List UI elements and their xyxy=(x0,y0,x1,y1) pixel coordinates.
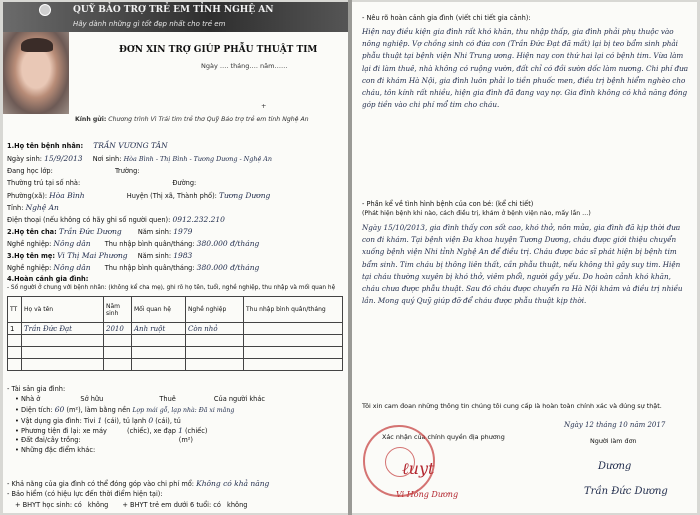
family-table-cell xyxy=(104,335,132,347)
col-birth: Năm sinh xyxy=(104,297,132,323)
family-table-row xyxy=(8,347,343,359)
family-table-cell xyxy=(132,347,186,359)
father-birth: 1979 xyxy=(173,227,193,236)
disease-label: - Phần kể về tình hình bệnh của con bé: (kể chi tiết) xyxy=(362,200,534,208)
family-table-cell xyxy=(132,359,186,371)
applicant-signature: Dương xyxy=(598,461,632,472)
form-date-line: Ngày …. tháng…. năm…… xyxy=(201,62,288,70)
plus-mark: + xyxy=(261,102,267,110)
patient-birthplace: Hòa Bình - Thị Bình - Tương Dương - Nghệ An xyxy=(123,155,272,163)
family-table-cell: Còn nhỏ xyxy=(186,323,244,335)
family-table-cell xyxy=(22,347,104,359)
sign-date: Ngày 12 tháng 10 năm 2017 xyxy=(564,421,666,429)
patient-name-row: 1.Họ tên bệnh nhân: TRẦN VƯƠNG TÂN xyxy=(7,141,168,150)
bike-count: 1 xyxy=(178,426,183,435)
family-table-cell xyxy=(244,359,343,371)
phone-row: Điện thoại (nếu không có hãy ghi số người quen): 0912.232.210 xyxy=(7,215,225,224)
org-slogan: Hãy dành những gì tốt đẹp nhất cho trẻ em xyxy=(73,20,226,28)
disease-history-text: Ngày 15/10/2013, gia đình thấy con sốt cao, khó thở, nôn mửa, gia đình đã kịp thời đưa con đi khám. Tại bệnh viện Đa khoa huyện Tương Dương, cháu được giới thiệu chuyển xuống bệnh viện Nhi tỉnh Nghệ An để điều trị. Cháu được bác sĩ phát hiện bị bệnh tim bẩm sinh. Tim cháu bị thông liên thất, cần phẫu thuật, nếu không thì gây suy tim. Hiện tại cháu thường xuyên bị khó thở, viêm phổi, người gầy yếu. Do hoàn cảnh khó khăn, cháu chưa được phẫu thuật. Sau đó cháu được chuyển ra Hà Nội khám và điều trị nhiều lần. Mong quý Quỹ giúp đỡ để cháu được phẫu thuật kịp thời. xyxy=(362,223,683,306)
family-table-cell xyxy=(244,323,343,335)
tv-count: 1 xyxy=(97,416,103,425)
father-job-row: Nghề nghiệp: Nông dân Thu nhập bình quân/tháng: 380.000 đ/tháng xyxy=(7,239,260,248)
family-table-cell xyxy=(132,335,186,347)
header-banner xyxy=(3,2,348,32)
recipient-text: Chương trình Vì Trái tim trẻ thơ Quỹ Bảo trợ trẻ em tỉnh Nghệ An xyxy=(108,116,309,123)
family-table-cell xyxy=(22,359,104,371)
family-table-cell: 2010 xyxy=(104,323,132,335)
family-table-cell: Trần Đức Đạt xyxy=(22,323,104,335)
family-table-row xyxy=(8,323,343,335)
col-income: Thu nhập bình quân/tháng xyxy=(244,297,343,323)
insurance-row: + BHYT học sinh: có không + BHYT trẻ em dưới 6 tuổi: có không xyxy=(15,501,248,509)
assets-label: - Tài sản gia đình: xyxy=(7,385,66,393)
col-tt: TT xyxy=(8,297,22,323)
local-authority-label: Xác nhận của chính quyền địa phương xyxy=(382,433,505,441)
patient-name: TRẦN VƯƠNG TÂN xyxy=(93,141,168,150)
family-table-header xyxy=(8,297,343,323)
family-table-cell xyxy=(186,359,244,371)
family-table-cell: Anh ruột xyxy=(132,323,186,335)
father-name: Trần Đức Dương xyxy=(58,227,122,236)
district: Tương Dương xyxy=(218,191,271,200)
mother-row: 3.Họ tên mẹ: Vi Thị Mai Phương Năm sinh: 1983 xyxy=(7,251,193,260)
ward: Hòa Bình xyxy=(49,191,85,200)
land-row: • Đất đai/cây trồng: (m²) xyxy=(15,436,194,444)
area: 60 xyxy=(54,405,65,414)
province: Nghệ An xyxy=(25,203,59,212)
family-table-cell xyxy=(8,359,22,371)
patient-dob-row: Ngày sinh: 15/9/2013 Nơi sinh: Hòa Bình - Thị Bình - Tương Dương - Nghệ An xyxy=(7,154,272,163)
house-material: Lợp mái gỗ, lạp nhà: Đã xi măng xyxy=(132,407,235,414)
family-table-cell xyxy=(22,335,104,347)
area-row: • Diện tích: 60 (m²), làm bằng nền Lợp mái gỗ, lạp nhà: Đã xi măng xyxy=(15,405,235,414)
col-job: Nghề nghiệp xyxy=(186,297,244,323)
mother-name: Vi Thị Mai Phương xyxy=(57,251,128,260)
father-income: 380.000 đ/tháng xyxy=(196,239,260,248)
phone: 0912.232.210 xyxy=(172,215,225,224)
applicant-label: Người làm đơn xyxy=(590,437,637,445)
mother-job-row: Nghề nghiệp: Nông dân Thu nhập bình quân/tháng: 380.000 đ/tháng xyxy=(7,263,260,272)
official-red-seal xyxy=(363,425,435,497)
father-job: Nông dân xyxy=(53,239,91,248)
appliances-row: • Vật dụng gia đình: Tivi 1 (cái), tủ lạnh 0 (cái), tủ xyxy=(15,416,181,425)
family-table-cell xyxy=(244,347,343,359)
house-row: • Nhà ở Sở hữu Thuê Của người khác xyxy=(15,395,266,403)
vehicle-row: • Phương tiện đi lại: xe máy (chiếc), xe đạp 1 (chiếc) xyxy=(15,426,208,435)
family-table-row xyxy=(8,359,343,371)
org-name: QUỸ BẢO TRỢ TRẺ EM TỈNH NGHỆ AN xyxy=(73,5,274,15)
local-signer-name: Vi Hồng Dương xyxy=(396,490,459,499)
fund-logo-icon xyxy=(39,4,51,16)
form-page-front xyxy=(3,2,348,513)
fridge-count: 0 xyxy=(148,416,154,425)
other-features-row: • Những đặc điểm khác: xyxy=(15,446,96,454)
family-table-cell xyxy=(104,359,132,371)
family-table-cell xyxy=(244,335,343,347)
commitment: Tôi xin cam đoan những thông tin chúng tôi cung cấp là hoàn toàn chính xác và đúng sự thật. xyxy=(362,402,662,410)
local-signature: ℓuyt xyxy=(402,459,435,478)
contribution-row: - Khả năng của gia đình có thể đóng góp vào chi phí mổ: Không có khả năng xyxy=(7,479,270,488)
insurance-label: - Bảo hiểm (có hiệu lực đến thời điểm hiện tại): xyxy=(7,490,163,498)
province-row: Tỉnh: Nghệ An xyxy=(7,203,59,212)
ward-row: Phường(xã): Hòa Bình Huyện (Thị xã, Thành phố): Tương Dương xyxy=(7,191,271,200)
family-table-cell xyxy=(104,347,132,359)
family-table-cell xyxy=(8,347,22,359)
col-name: Họ và tên xyxy=(22,297,104,323)
family-members-table xyxy=(7,296,343,371)
family-table-cell xyxy=(8,335,22,347)
contribution-value: Không có khả năng xyxy=(196,479,270,488)
address-row: Thường trú tại số nhà: Đường: xyxy=(7,179,197,187)
recipient xyxy=(75,116,345,123)
family-table-cell: 1 xyxy=(8,323,22,335)
mother-birth: 1983 xyxy=(173,251,193,260)
patient-dob: 15/9/2013 xyxy=(44,154,83,163)
mother-income: 380.000 đ/tháng xyxy=(196,263,260,272)
reason-label: - Nêu rõ hoàn cảnh gia đình (viết chi tiết gia cảnh): xyxy=(362,14,531,22)
school-row: Đang học lớp: Trường: xyxy=(7,167,140,175)
recipient-label: Kính gửi: xyxy=(75,116,107,123)
family-section-label: 4.Hoàn cảnh gia đình: xyxy=(7,275,89,283)
family-table-cell xyxy=(186,347,244,359)
mother-job: Nông dân xyxy=(53,263,91,272)
family-note: - Số người ở chung với bệnh nhân: (không kể cha mẹ), ghi rõ họ tên, tuổi, nghề nghiệp, thu nhập và mối quan hệ xyxy=(7,285,336,291)
applicant-signer-name: Trần Đức Dương xyxy=(584,486,668,497)
family-table-cell xyxy=(186,335,244,347)
family-situation-text: Hiện nay điều kiện gia đình rất khó khăn, thu nhập thấp, gia đình phải phụ thuộc vào nông nghiệp. Vợ chồng sinh có đứa con (Trần Đức Đạt đã mất) lại bị teo bẩm sinh phải phẫu thuật tại bệnh viện Nhi Trung ương. Hiện nay con thứ hai lại có bệnh tim. Vừa làm lại đi làm thuê, nhà không có ruộng vườn, đất chỉ có đồi sườn dốc làm nương. Chi phí đưa con đi khám Hà Nội, gia đình luôn phải lo tiền phuốc men, điều trị bệnh hiểm nghèo cho cháu, tôn kính rất nhiều, hiện gia đình đã đang vay nợ. Gia đình không có khả năng đóng góp tiền vào chi phí mổ tim cho cháu. xyxy=(362,27,689,110)
father-row: 2.Họ tên cha: Trần Đức Dương Năm sinh: 1979 xyxy=(7,227,193,236)
col-relation: Mối quan hệ xyxy=(132,297,186,323)
family-table-row xyxy=(8,335,343,347)
patient-photo xyxy=(3,32,69,114)
form-title: ĐƠN XIN TRỢ GIÚP PHẪU THUẬT TIM xyxy=(119,45,318,55)
disease-sublabel: (Phát hiện bệnh khi nào, cách điều trị, khám ở bệnh viện nào, mấy lần …) xyxy=(362,210,591,217)
